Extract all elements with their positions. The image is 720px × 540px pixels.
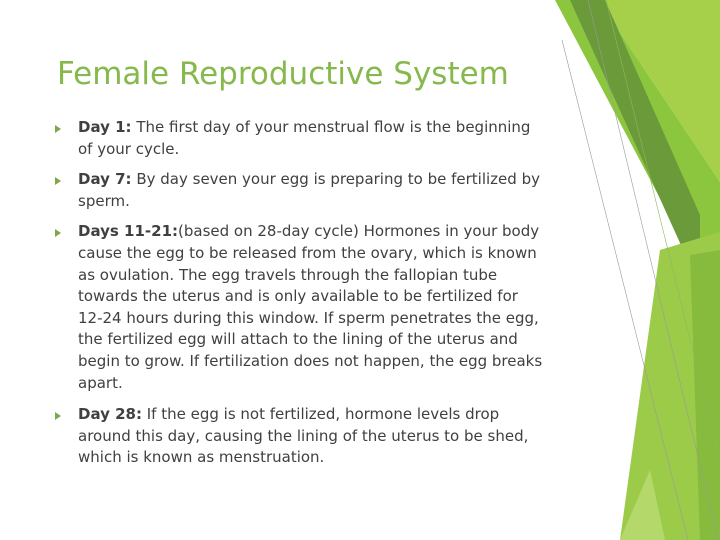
slide-title: Female Reproductive System <box>57 56 509 92</box>
triangle-bullet-icon <box>55 412 61 420</box>
bullet-label: Day 1: <box>78 118 132 136</box>
bullet-item-day-28 <box>55 404 545 469</box>
bullet-text: The first day of your menstrual flow is the beginning of your cycle. <box>78 118 531 158</box>
triangle-bullet-icon <box>55 229 61 237</box>
bullet-list <box>55 117 545 478</box>
bullet-text: (based on 28-day cycle) Hormones in your body cause the egg to be released from the ovary, which is known as ovulation. The egg travels through the fallopian tube towards the uterus and is only available to be fertilized for 12-24 hours during this window. If sperm penetrates the egg, the fertilized egg will attach to the lining of the uterus and begin to grow. If fertilization does not happen, the egg breaks apart. <box>78 222 543 392</box>
bullet-text: By day seven your egg is preparing to be fertilized by sperm. <box>78 170 540 210</box>
bullet-item-day-1 <box>55 117 545 160</box>
triangle-bullet-icon <box>55 177 61 185</box>
bullet-label: Day 28: <box>78 405 142 424</box>
bullet-label: Day 7: <box>78 170 132 189</box>
bullet-text: If the egg is not fertilized, hormone levels drop around this day, causing the lining of the uterus to be shed, which is known as menstruation. <box>78 405 529 467</box>
bullet-label: Days 11-21: <box>78 222 179 241</box>
bullet-item-day-7 <box>55 169 545 212</box>
triangle-bullet-icon <box>55 125 61 133</box>
bullet-item-days-11-21 <box>55 221 545 394</box>
